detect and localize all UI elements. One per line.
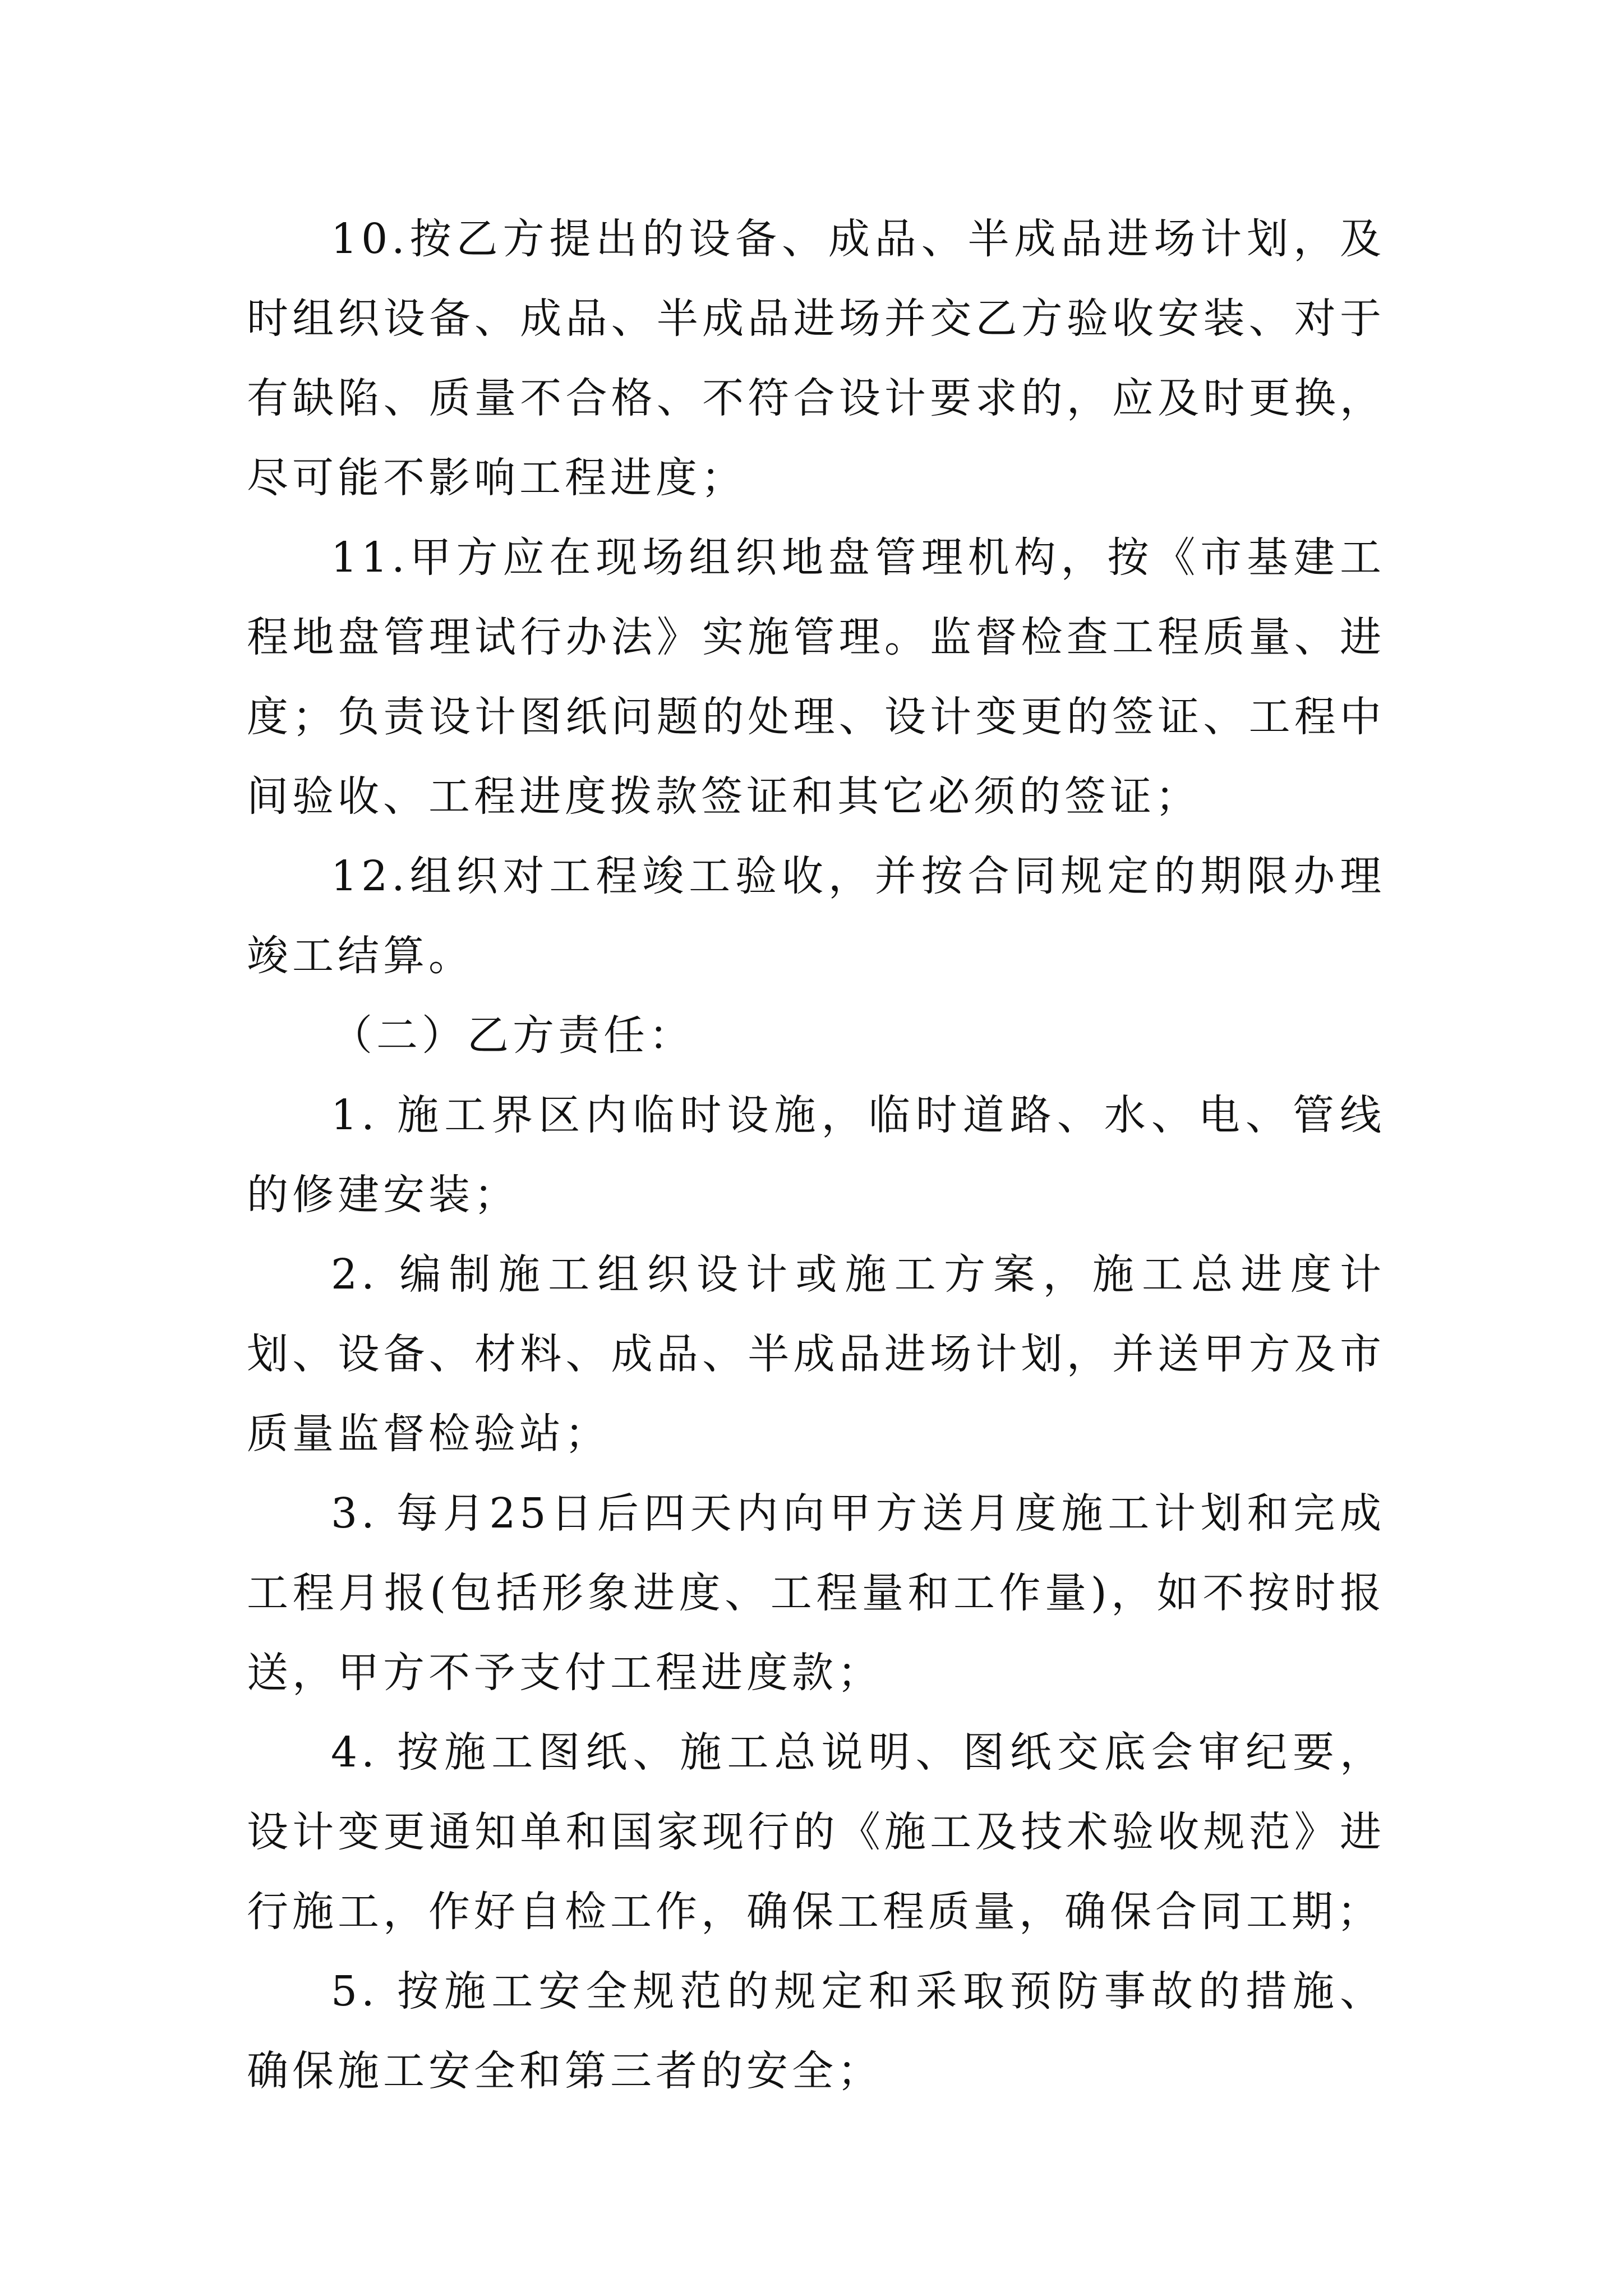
- clause-paragraph: 11.甲方应在现场组织地盘管理机构，按《市基建工程地盘管理试行办法》实施管理。监督检查工程质量、进度；负责设计图纸问题的处理、设计变更的签证、工程中间验收、工程进度拨款签证和其它必须的签证；: [247, 533, 1385, 821]
- clause-paragraph: 5. 按施工安全规范的规定和采取预防事故的措施、确保施工安全和第三者的安全；: [247, 1967, 1385, 2095]
- clause-paragraph: 2. 编制施工组织设计或施工方案，施工总进度计划、设备、材料、成品、半成品进场计划，并送甲方及市质量监督检验站；: [247, 1250, 1385, 1458]
- section-heading: （二）乙方责任：: [331, 1011, 694, 1060]
- document-body: [247, 199, 1385, 2111]
- clause-paragraph: 3. 每月25日后四天内向甲方送月度施工计划和完成工程月报(包括形象进度、工程量和工作量)，如不按时报送，甲方不予支付工程进度款；: [247, 1489, 1385, 1697]
- clause-paragraph: 12.组织对工程竣工验收，并按合同规定的期限办理竣工结算。: [247, 852, 1385, 980]
- clause-paragraph: 4. 按施工图纸、施工总说明、图纸交底会审纪要，设计变更通知单和国家现行的《施工及技术验收规范》进行施工，作好自检工作，确保工程质量，确保合同工期；: [247, 1728, 1385, 1936]
- clause-paragraph: 1. 施工界区内临时设施，临时道路、水、电、管线的修建安装；: [247, 1091, 1385, 1219]
- clause-paragraph: 10.按乙方提出的设备、成品、半成品进场计划，及时组织设备、成品、半成品进场并交乙方验收安装、对于有缺陷、质量不合格、不符合设计要求的，应及时更换，尽可能不影响工程进度；: [247, 215, 1385, 502]
